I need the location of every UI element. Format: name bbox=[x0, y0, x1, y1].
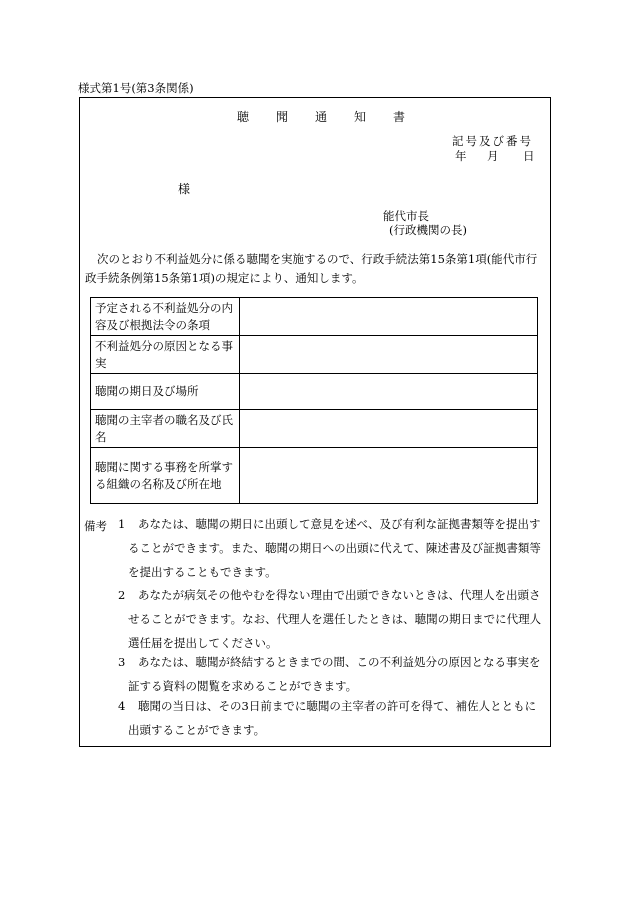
sender-name: 能代市長 bbox=[383, 209, 429, 223]
note-text: 聴聞の当日は、その3日前までに聴聞の主宰者の許可を得て、補佐人とともに出頭することができます。 bbox=[128, 699, 537, 737]
reference-number: 記号及び番号 bbox=[452, 134, 533, 148]
row-value bbox=[240, 448, 538, 504]
document-title bbox=[237, 108, 432, 125]
note-number: 3 bbox=[118, 655, 126, 669]
body-text: 次のとおり不利益処分に係る聴聞を実施するので、行政手続法第15条第1項(能代市行政手続条例第15条第1項)の規定により、通知します。 bbox=[85, 252, 538, 285]
date-day: 日 bbox=[523, 149, 535, 163]
table-row bbox=[91, 448, 538, 504]
form-label: 様式第1号(第3条関係) bbox=[78, 81, 194, 95]
sender-note: (行政機関の長) bbox=[389, 223, 467, 237]
row-label: 聴聞の期日及び場所 bbox=[91, 374, 240, 410]
row-label: 予定される不利益処分の内容及び根拠法令の条項 bbox=[91, 298, 240, 336]
note-item bbox=[118, 694, 546, 742]
title-char: 通 bbox=[315, 110, 328, 124]
title-char: 書 bbox=[393, 110, 406, 124]
row-value bbox=[240, 374, 538, 410]
row-label: 不利益処分の原因となる事実 bbox=[91, 336, 240, 374]
note-text: あなたは、聴聞が終結するときまでの間、この不利益処分の原因となる事実を証する資料の閲覧を求めることができます。 bbox=[128, 655, 541, 693]
row-value bbox=[240, 336, 538, 374]
table-row bbox=[91, 298, 538, 336]
note-item bbox=[118, 650, 546, 698]
note-text: あなたが病気その他やむを得ない理由で出頭できないときは、代理人を出頭させることができます。なお、代理人を選任したときは、聴聞の期日までに代理人選任届を提出してください。 bbox=[128, 588, 542, 650]
table-row bbox=[91, 374, 538, 410]
row-value bbox=[240, 298, 538, 336]
note-number: 1 bbox=[118, 517, 126, 531]
row-label: 聴聞の主宰者の職名及び氏名 bbox=[91, 410, 240, 448]
note-number: 4 bbox=[118, 699, 126, 713]
note-text: あなたは、聴聞の期日に出頭して意見を述べ、及び有利な証拠書類等を提出することができます。また、聴聞の期日への出頭に代えて、陳述書及び証拠書類等を提出することもできます。 bbox=[128, 517, 541, 579]
title-char: 聞 bbox=[276, 110, 289, 124]
row-value bbox=[240, 410, 538, 448]
note-number: 2 bbox=[118, 588, 126, 602]
notes-heading: 備考 bbox=[84, 519, 107, 533]
row-label: 聴聞に関する事務を所掌する組織の名称及び所在地 bbox=[91, 448, 240, 504]
note-item bbox=[118, 512, 546, 584]
title-char: 知 bbox=[354, 110, 367, 124]
table-row bbox=[91, 410, 538, 448]
date-month: 月 bbox=[487, 149, 499, 163]
date-year: 年 bbox=[455, 149, 467, 163]
title-char: 聴 bbox=[237, 110, 250, 124]
recipient-suffix: 様 bbox=[178, 182, 191, 196]
table-row bbox=[91, 336, 538, 374]
info-table bbox=[90, 297, 538, 504]
note-item bbox=[118, 583, 546, 655]
